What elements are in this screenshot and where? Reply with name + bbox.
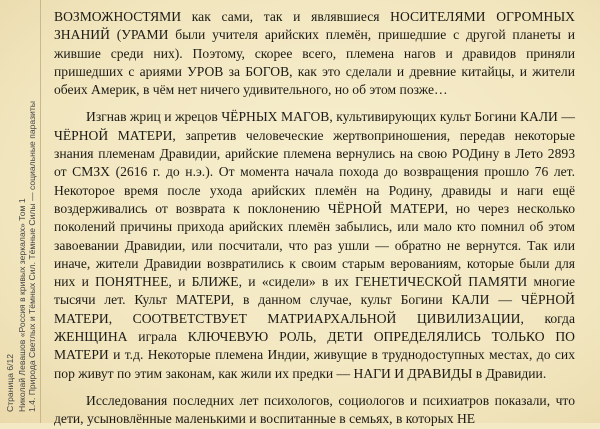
sidebar — [0, 0, 41, 423]
book-title: Николай Левашов «Россия в кривых зеркалах» Том 1 — [17, 198, 27, 412]
paragraph-3: Исследования последних лет психологов, социологов и психиатров показали, что дети, усыновлённые маленькими и воспитанные в семьях, в которых НЕ — [54, 392, 575, 427]
document-body — [54, 8, 575, 429]
page-number: Страница 6/12 — [5, 353, 15, 412]
paragraph-2: Изгнав жриц и жрецов ЧЁРНЫХ МАГОВ, культивирующих культ Богини КАЛИ — ЧЁРНОЙ МАТЕРИ, запретив человеческие жертвоприношения, передав некоторые знания племенам Дравидии, арийские племена вернулись на свою РОДину в Лето 2893 от СМЗХ (2616 г. до н.э.). От момента начала похода до возвращения прошло 76 лет. Некоторое время после ухода арийских племён на Родину, дравиды и наги ещё воздерживались от возврата к поклонению ЧЁРНОЙ МАТЕРИ, но через несколько поколений причины прихода арийских племён забылись, или мало кто помнил об этом завоевании Дравидии, или посчитали, что раз ушли — обратно не вернутся. Так или иначе, жители Дравидии возвратились к своим старым верованиям, которые были для них и ПОНЯТНЕЕ, и БЛИЖЕ, и «сидели» в их ГЕНЕТИЧЕСКОЙ ПАМЯТИ многие тысячи лет. Культ МАТЕРИ, в данном случае, культ Богини КАЛИ — ЧЁРНОЙ МАТЕРИ, СООТВЕТСТВУЕТ МАТРИАРХАЛЬНОЙ ЦИВИЛИЗАЦИИ, когда ЖЕНЩИНА играла КЛЮЧЕВУЮ РОЛЬ, ДЕТИ ОПРЕДЕЛЯЛИСЬ ТОЛЬКО ПО МАТЕРИ и т.д. Некоторые племена Индии, живущие в труднодоступных местах, до сих пор живут по этим законам, как жили их предки — НАГИ И ДРАВИДЫ в Дравидии. — [54, 109, 575, 381]
chapter-title: 1.4. Природа Светлых и Тёмных Сил. Тёмные Силы — социальные паразиты — [27, 101, 37, 412]
paragraph-1: ВОЗМОЖНОСТЯМИ как сами, так и являвшиеся НОСИТЕЛЯМИ ОГРОМНЫХ ЗНАНИЙ (УРАМИ были учителя арийских племён, пришедшие с другой планеты и жившие среди них). Поэтому, скорее всего, племена нагов и дравидов приняли пришедших с ариями УРОВ за БОГОВ, как это сделали и древние китайцы, и жители обеих Америк, в чём нет ничего удивительного, но об этом позже… — [54, 9, 575, 98]
